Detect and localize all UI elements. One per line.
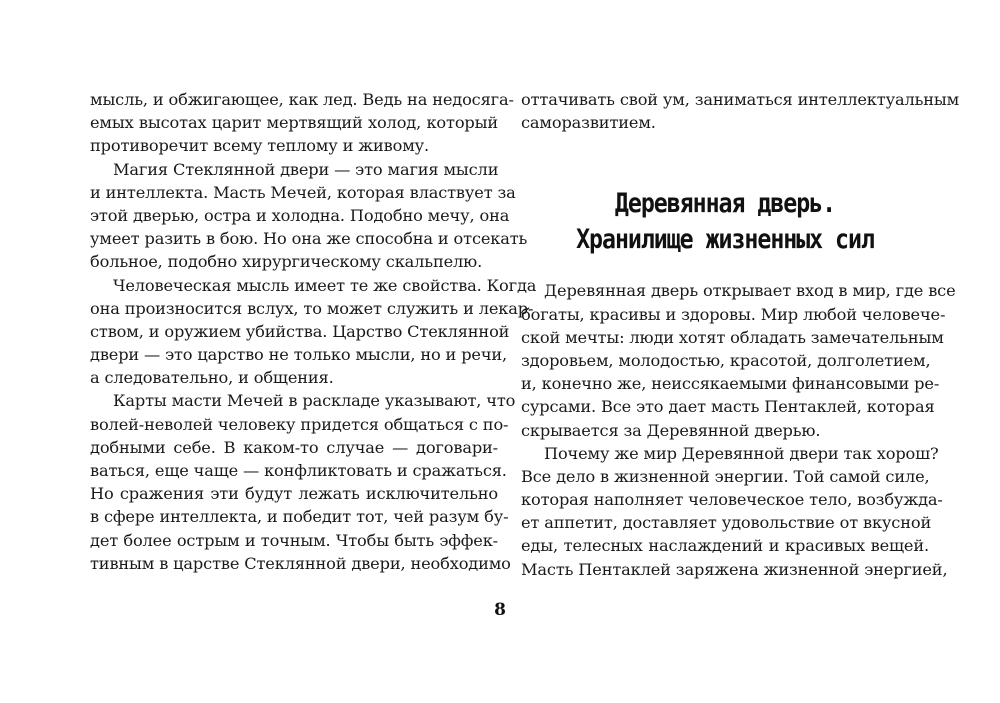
text-line: емых высотах царит мертвящий холод, который: [90, 113, 498, 133]
text-line: которая наполняет человеческое тело, возбужда-: [521, 490, 943, 510]
text-line: Человеческая мысль имеет те же свойства. Когда: [113, 275, 537, 295]
text-line: противоречит всему теплому и живому.: [90, 136, 430, 156]
text-line: двери — это царство не только мысли, но и речи,: [90, 345, 508, 365]
text-line: Магия Стеклянной двери — это магия мысли: [113, 159, 499, 179]
text-line: ством, и оружием убийства. Царство Стеклянной: [90, 321, 510, 341]
text-line: еды, телесных наслаждений и красивых вещей.: [521, 536, 929, 556]
text-line: волей-неволей человеку придется общаться с по-: [90, 414, 509, 434]
text-line: Масть Пентаклей заряжена жизненной энергией,: [521, 559, 948, 579]
text-line: она произносится вслух, то может служить и лекар-: [90, 298, 534, 318]
text-line: больное, подобно хирургическому скальпелю.: [90, 252, 483, 272]
text-line: ской мечты: люди хотят обладать замечательным: [521, 327, 944, 347]
text-line: Но сражения эти будут лежать исключительно: [90, 484, 498, 504]
text-line: ет аппетит, доставляет удовольствие от вкусной: [521, 513, 932, 533]
text-line: дет более острым и точным. Чтобы быть эффек-: [90, 530, 498, 550]
heading-line-2: Хранилище жизненных сил: [576, 224, 874, 256]
text-line: оттачивать свой ум, заниматься интеллектуальным: [521, 90, 960, 109]
text-line: а следовательно, и общения.: [90, 368, 334, 388]
right-column: [521, 88, 960, 581]
text-line: Почему же мир Деревянной двери так хорош?: [544, 443, 939, 463]
text-line: скрывается за Деревянной дверью.: [521, 420, 821, 440]
text-line: умеет разить в бою. Но она же способна и отсекать: [90, 229, 528, 249]
left-column: [90, 88, 537, 575]
heading-line-1: Деревянная дверь.: [614, 188, 836, 220]
text-line: Все дело в жизненной энергии. Той самой силе,: [521, 466, 930, 486]
text-line: богаты, красивы и здоровы. Мир любой человече-: [521, 304, 946, 324]
text-line: мысль, и обжигающее, как лед. Ведь на недосяга-: [90, 90, 514, 109]
text-line: в сфере интеллекта, и победит тот, чей разум бу-: [90, 507, 509, 527]
text-line: этой дверью, остра и холодна. Подобно мечу, она: [90, 205, 510, 225]
text-line: здоровьем, молодостью, красотой, долголетием,: [521, 350, 931, 370]
text-line: и интеллекта. Масть Мечей, которая властвует за: [90, 182, 516, 202]
text-line: ваться, еще чаще — конфликтовать и сражаться.: [90, 461, 507, 480]
section-heading: [521, 186, 929, 258]
text-line: Карты масти Мечей в раскладе указывают, что: [113, 391, 516, 411]
page-number: 8: [494, 600, 506, 620]
text-line: добными себе. В каком-то случае — договари-: [90, 437, 498, 457]
text-line: и, конечно же, неиссякаемыми финансовыми ре-: [521, 374, 940, 394]
text-line: Деревянная дверь открывает вход в мир, где все: [544, 281, 956, 301]
text-line: сурсами. Все это дает масть Пентаклей, которая: [521, 397, 935, 417]
text-line: тивным в царстве Стеклянной двери, необходимо: [90, 553, 511, 573]
text-line: саморазвитием.: [521, 113, 656, 133]
